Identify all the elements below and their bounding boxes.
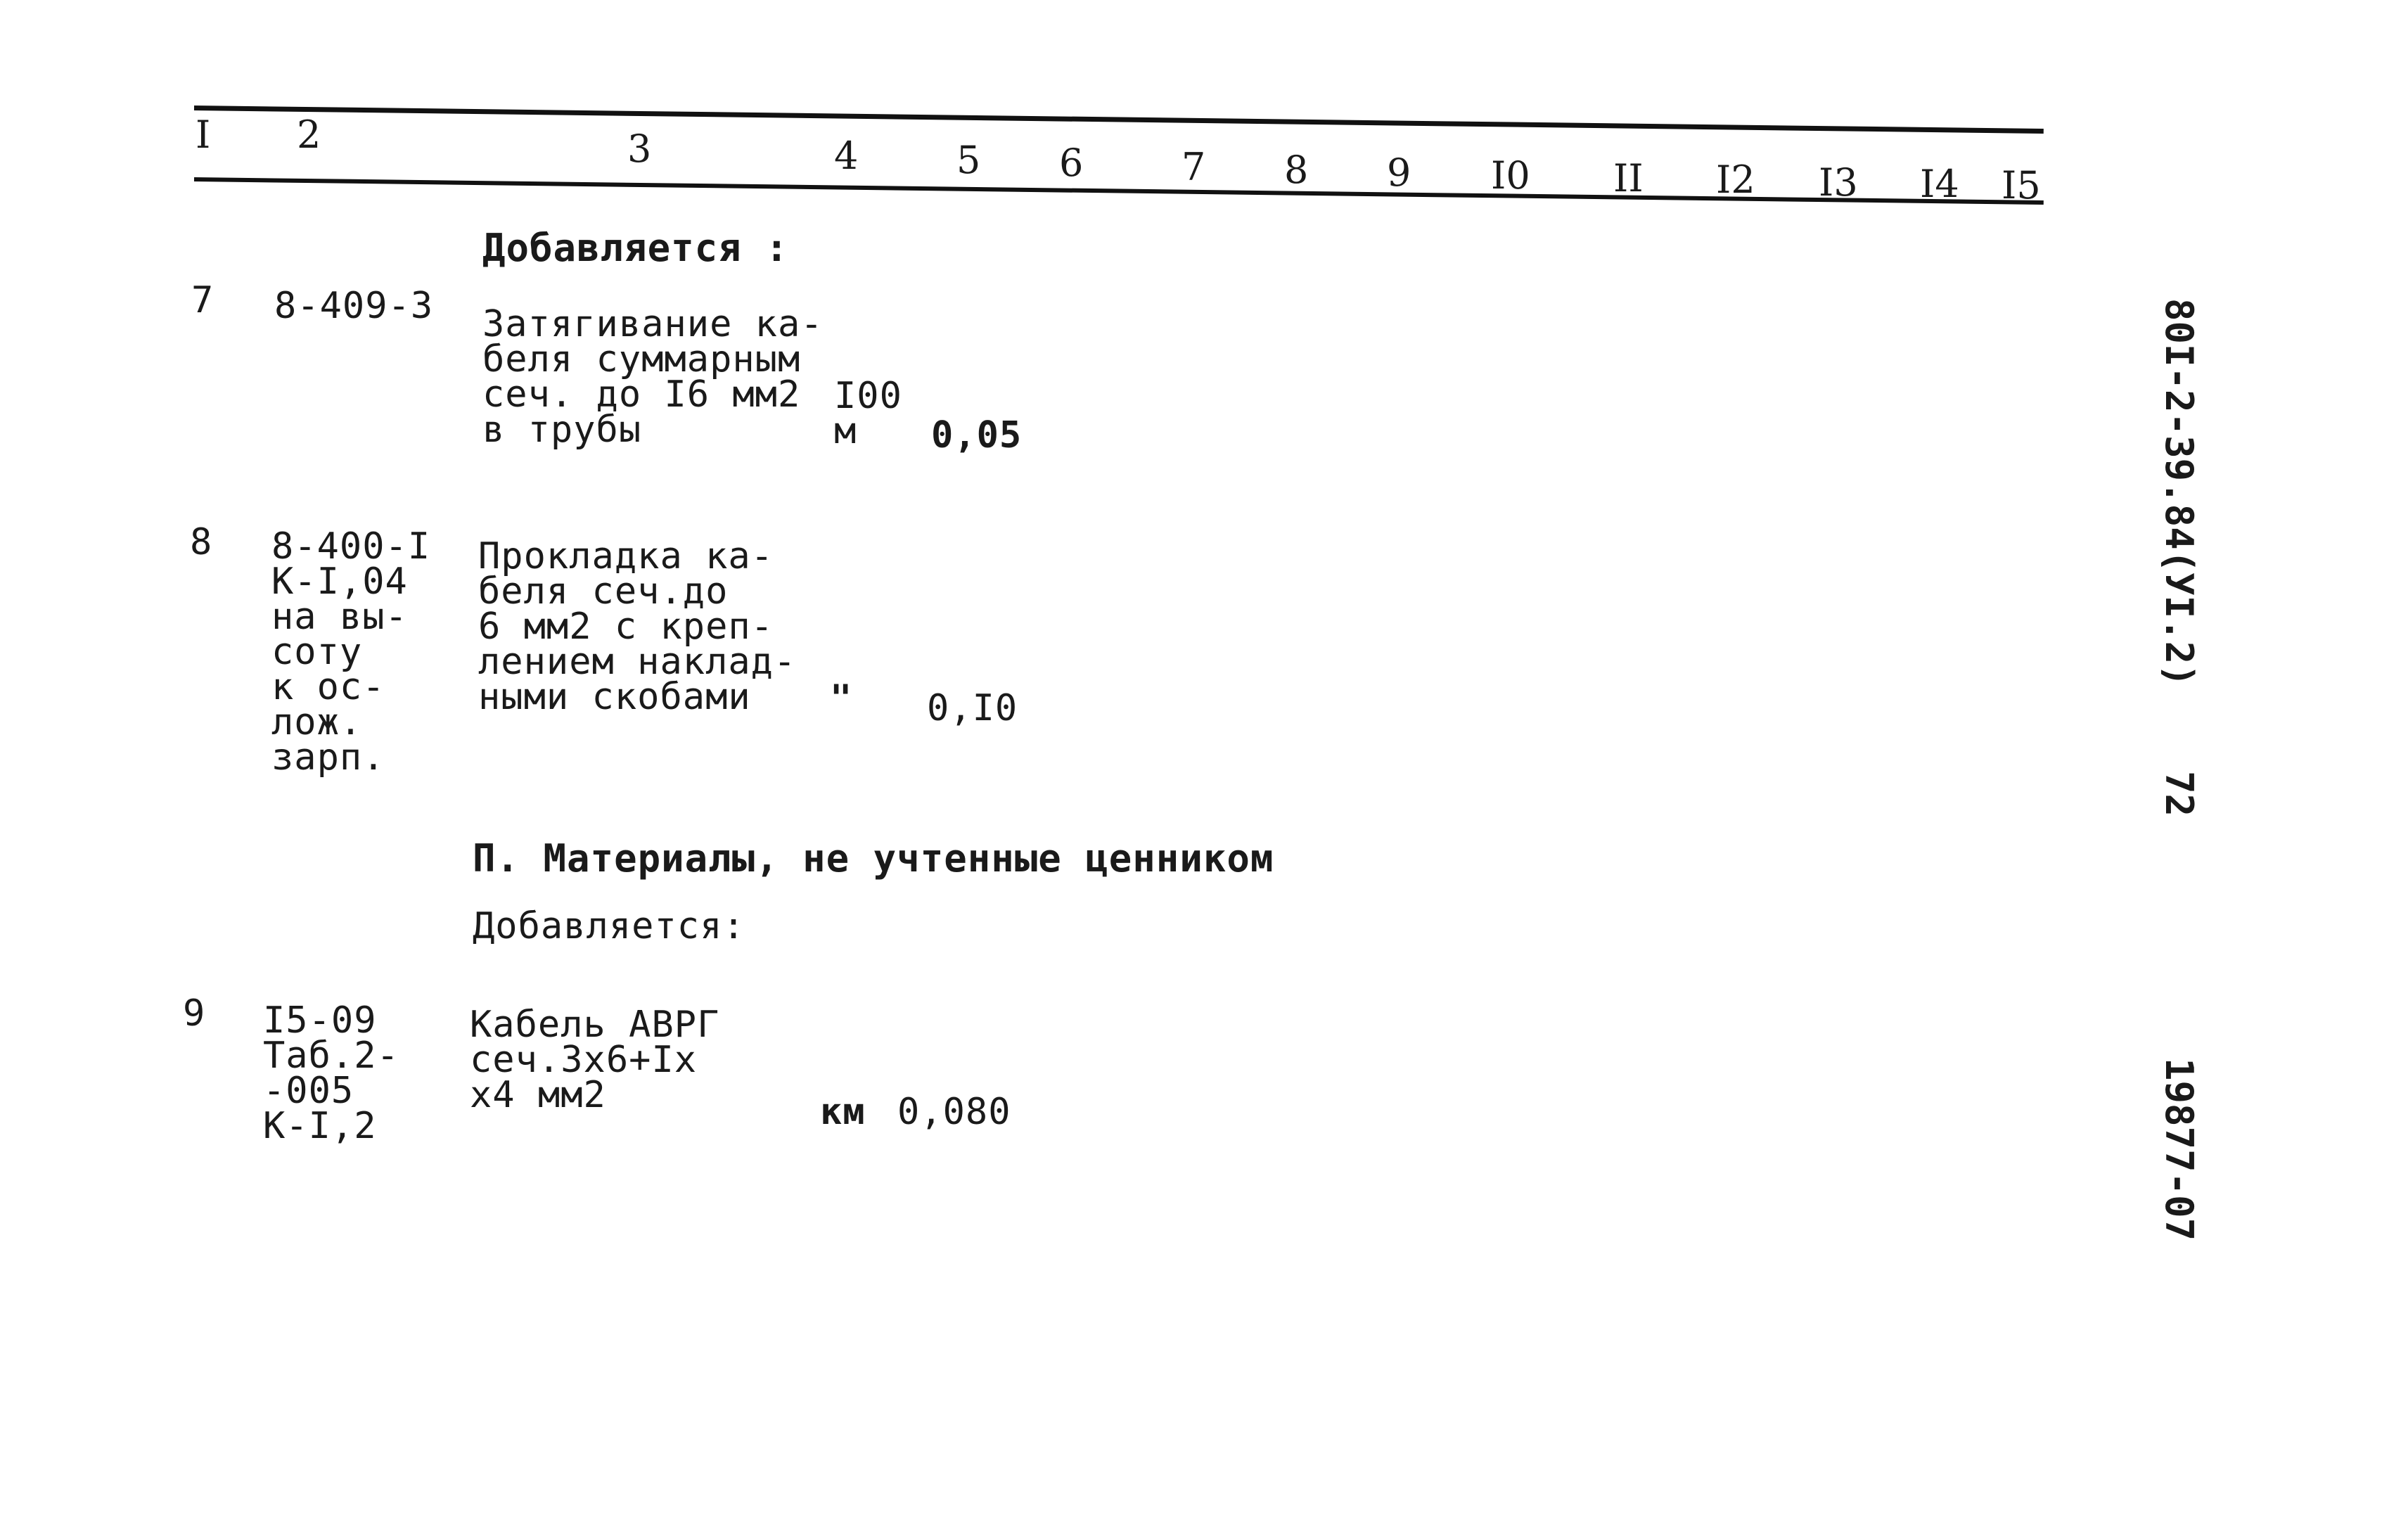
row-8-quantity: 0,I0 xyxy=(927,687,1018,729)
column-header-15: I5 xyxy=(2002,163,2041,207)
column-header-13: I3 xyxy=(1819,160,1858,205)
section-added-heading: Добавляется : xyxy=(482,226,789,270)
column-header-8: 8 xyxy=(1284,148,1309,192)
row-9-description: Кабель АВРГ сеч.3х6+Iх х4 мм2 xyxy=(470,1004,720,1116)
row-9-quantity: 0,080 xyxy=(897,1091,1011,1133)
column-header-14: I4 xyxy=(1920,162,1959,206)
column-header-4: 4 xyxy=(834,134,859,178)
column-header-1: I xyxy=(196,113,211,157)
row-7-number: 7 xyxy=(191,279,214,321)
column-header-9: 9 xyxy=(1387,151,1411,195)
column-header-6: 6 xyxy=(1059,141,1084,185)
side-page-number: 72 xyxy=(2157,771,2201,817)
column-header-10: I0 xyxy=(1491,153,1530,198)
header-bottom-rule xyxy=(194,177,2044,205)
row-7-unit: I00 м xyxy=(834,375,902,452)
column-header-2: 2 xyxy=(297,113,321,157)
row-9-number: 9 xyxy=(183,992,206,1035)
row-7-code: 8-409-3 xyxy=(274,285,434,327)
side-archive-number: 19877-07 xyxy=(2157,1058,2201,1241)
column-header-5: 5 xyxy=(956,138,981,182)
section-added-2-heading: Добавляется: xyxy=(473,905,745,947)
side-document-code: 80I-2-39.84(УI.2) xyxy=(2157,298,2201,687)
row-9-code: I5-09 Таб.2- -005 К-I,2 xyxy=(263,999,399,1147)
row-9-unit: км xyxy=(820,1091,866,1133)
column-header-12: I2 xyxy=(1716,158,1755,202)
row-8-description: Прокладка ка- беля сеч.до 6 мм2 с креп- лением наклад- ными скобами xyxy=(478,535,797,718)
column-header-3: 3 xyxy=(627,127,652,171)
row-7-quantity: 0,05 xyxy=(931,414,1023,456)
row-8-code: 8-400-I К-I,04 на вы- соту к ос- лож. зарп. xyxy=(271,525,431,779)
section-materials-heading: П. Материалы, не учтенные ценником xyxy=(473,836,1274,881)
row-8-unit: " xyxy=(830,677,853,720)
column-header-11: II xyxy=(1613,156,1644,200)
row-7-description: Затягивание ка- беля суммарным сеч. до I6 мм2 в трубы xyxy=(482,303,824,451)
header-top-rule xyxy=(194,105,2044,134)
column-header-7: 7 xyxy=(1181,145,1206,189)
row-8-number: 8 xyxy=(190,521,213,563)
